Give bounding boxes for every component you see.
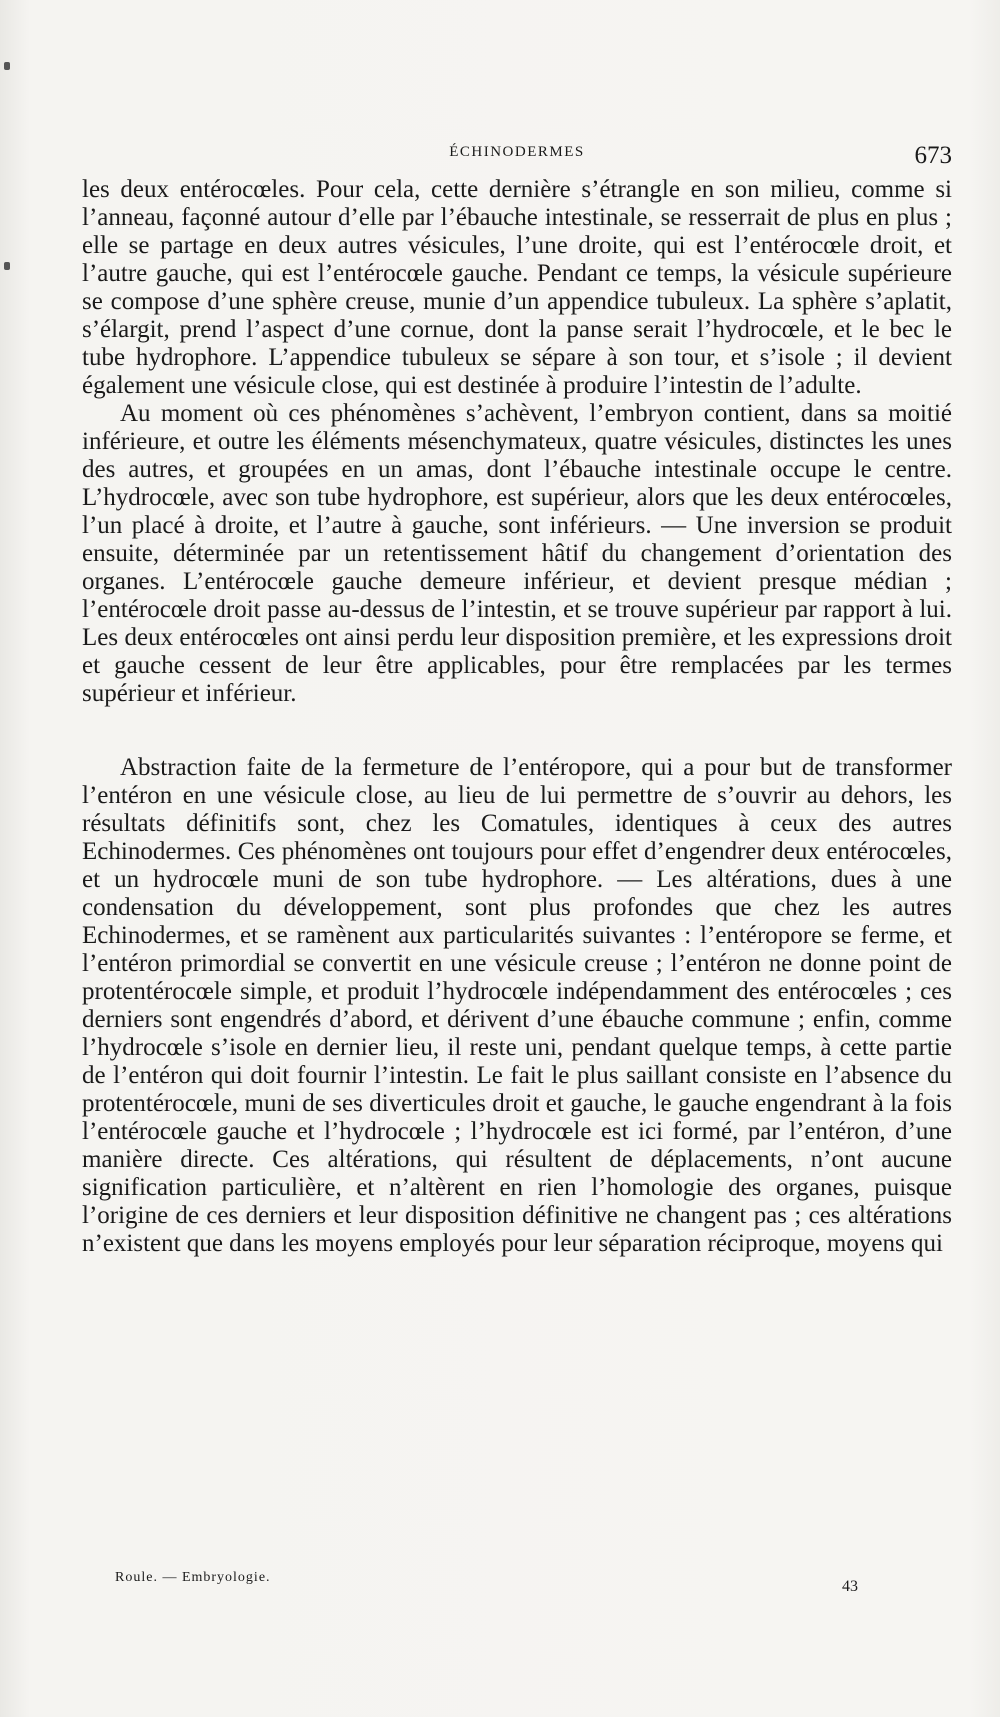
running-title: ÉCHINODERMES: [449, 144, 585, 160]
paragraph: Abstraction faite de la fermeture de l’entéropore, qui a pour but de transformer l’entéron en une vésicule close, au lieu de lui permettre de s’ouvrir au dehors, les résultats définitifs sont, chez les Comatules, identiques à ceux des autres Echinodermes. Ces phénomènes ont toujours pour effet d’engendrer deux entérocœles, et un hydrocœle muni de son tube hydrophore. — Les altérations, dues à une condensation du développement, sont plus profondes que chez les autres Echinodermes, et se ramènent aux particularités suivantes : l’entéropore se ferme, et l’entéron primordial se convertit en une vésicule creuse ; l’entéron ne donne point de protentérocœle simple, et produit l’hydrocœle indépendamment des entérocœles ; ces derniers sont engendrés d’abord, et dérivent d’une ébauche commune ; enfin, comme l’hydrocœle s’isole en dernier lieu, il reste uni, pendant quelque temps, à cette partie de l’entéron qui doit fournir l’intestin. Le fait le plus saillant consiste en l’absence du protentérocœle, muni de ses diverticules droit et gauche, le gauche engendrant à la fois l’entérocœle gauche et l’hydrocœle ; l’hydrocœle est ici formé, par l’entéron, d’une manière directe. Ces altérations, qui résultent de déplacements, n’ont aucune signification particulière, et n’altèrent en rien l’homologie des organes, puisque l’origine de ces derniers et leur disposition définitive ne changent pas ; ces altérations n’existent que dans les moyens employés pour leur séparation réciproque, moyens qui: [82, 754, 952, 1257]
margin-mark: [4, 62, 10, 70]
paragraph: les deux entérocœles. Pour cela, cette dernière s’étrangle en son milieu, comme si l’anneau, façonné autour d’elle par l’ébauche intestinale, se resserrait de plus en plus ; elle se partage en deux autres vésicules, l’une droite, qui est l’entérocœle droit, et l’autre gauche, qui est l’entérocœle gauche. Pendant ce temps, la vésicule supérieure se compose d’une sphère creuse, munie d’un appendice tubuleux. La sphère s’aplatit, s’élargit, prend l’aspect d’une cornue, dont la panse serait l’hydrocœle, et le bec le tube hydrophore. L’appendice tubuleux se sépare à son tour, et s’isole ; il devient également une vésicule close, qui est destinée à produire l’intestin de l’adulte.: [82, 176, 952, 399]
paragraph: Au moment où ces phénomènes s’achèvent, l’embryon contient, dans sa moitié inférieure, et outre les éléments mésenchymateux, quatre vésicules, distinctes les unes des autres, et groupées en un amas, dont l’ébauche intestinale occupe le centre. L’hydrocœle, avec son tube hydrophore, est supérieur, alors que les deux entérocœles, l’un placé à droite, et l’autre à gauche, sont inférieurs. — Une inversion se produit ensuite, déterminée par un retentissement hâtif du changement d’orientation des organes. L’entérocœle gauche demeure inférieur, et devient presque médian ; l’entérocœle droit passe au-dessus de l’intestin, et se trouve supérieur par rapport à lui. Les deux entérocœles ont ainsi perdu leur disposition première, et les expressions droit et gauche cessent de leur être applicables, pour être remplacées par les termes supérieur et inférieur.: [82, 400, 952, 707]
page-number: 673: [914, 142, 952, 169]
signature-mark: 43: [842, 1578, 858, 1595]
footer-author-title: Roule. — Embryologie.: [115, 1570, 271, 1585]
margin-mark: [4, 262, 10, 270]
body-text: [82, 176, 952, 1258]
